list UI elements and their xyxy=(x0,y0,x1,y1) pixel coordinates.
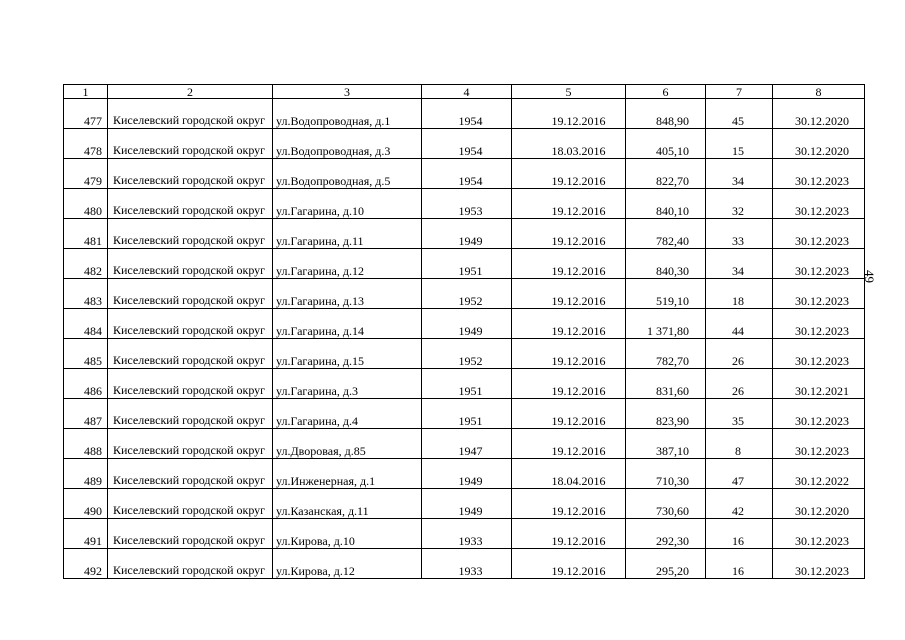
cell-year: 1947 xyxy=(422,429,512,459)
cell-count: 26 xyxy=(706,369,773,399)
cell-municipality: Киселевский городской округ xyxy=(108,159,273,189)
table-row xyxy=(64,519,865,549)
cell-area: 1 371,80 xyxy=(626,309,706,339)
cell-municipality: Киселевский городской округ xyxy=(108,309,273,339)
cell-deadline: 30.12.2023 xyxy=(773,339,865,369)
table-row xyxy=(64,339,865,369)
table-row xyxy=(64,309,865,339)
cell-year: 1949 xyxy=(422,309,512,339)
cell-address: ул.Гагарина, д.11 xyxy=(273,219,422,249)
cell-area: 730,60 xyxy=(626,489,706,519)
cell-municipality: Киселевский городской округ xyxy=(108,339,273,369)
table-row xyxy=(64,189,865,219)
column-header-1: 1 xyxy=(64,85,108,99)
table-row xyxy=(64,459,865,489)
cell-year: 1949 xyxy=(422,489,512,519)
cell-municipality: Киселевский городской округ xyxy=(108,459,273,489)
cell-address: ул.Инженерная, д.1 xyxy=(273,459,422,489)
cell-row-number: 483 xyxy=(64,279,108,309)
cell-date: 19.12.2016 xyxy=(512,489,626,519)
cell-year: 1954 xyxy=(422,129,512,159)
column-header-3: 3 xyxy=(273,85,422,99)
cell-deadline: 30.12.2023 xyxy=(773,549,865,579)
header-row xyxy=(64,85,865,99)
cell-date: 19.12.2016 xyxy=(512,249,626,279)
column-header-2: 2 xyxy=(108,85,273,99)
cell-area: 848,90 xyxy=(626,99,706,129)
cell-address: ул.Гагарина, д.10 xyxy=(273,189,422,219)
cell-address: ул.Гагарина, д.3 xyxy=(273,369,422,399)
cell-area: 292,30 xyxy=(626,519,706,549)
table-row xyxy=(64,429,865,459)
cell-address: ул.Гагарина, д.14 xyxy=(273,309,422,339)
cell-year: 1952 xyxy=(422,279,512,309)
cell-count: 42 xyxy=(706,489,773,519)
cell-area: 840,10 xyxy=(626,189,706,219)
cell-date: 19.12.2016 xyxy=(512,219,626,249)
cell-date: 19.12.2016 xyxy=(512,429,626,459)
cell-count: 34 xyxy=(706,249,773,279)
cell-address: ул.Казанская, д.11 xyxy=(273,489,422,519)
table-body xyxy=(64,99,865,579)
column-header-4: 4 xyxy=(422,85,512,99)
cell-date: 19.12.2016 xyxy=(512,549,626,579)
cell-address: ул.Кирова, д.12 xyxy=(273,549,422,579)
cell-year: 1951 xyxy=(422,399,512,429)
cell-row-number: 477 xyxy=(64,99,108,129)
cell-date: 19.12.2016 xyxy=(512,159,626,189)
cell-deadline: 30.12.2023 xyxy=(773,219,865,249)
column-header-7: 7 xyxy=(706,85,773,99)
cell-address: ул.Гагарина, д.15 xyxy=(273,339,422,369)
cell-deadline: 30.12.2023 xyxy=(773,159,865,189)
cell-row-number: 487 xyxy=(64,399,108,429)
cell-count: 26 xyxy=(706,339,773,369)
cell-row-number: 485 xyxy=(64,339,108,369)
cell-date: 18.03.2016 xyxy=(512,129,626,159)
cell-deadline: 30.12.2020 xyxy=(773,99,865,129)
cell-address: ул.Гагарина, д.13 xyxy=(273,279,422,309)
cell-date: 19.12.2016 xyxy=(512,369,626,399)
cell-municipality: Киселевский городской округ xyxy=(108,399,273,429)
cell-count: 33 xyxy=(706,219,773,249)
cell-date: 19.12.2016 xyxy=(512,399,626,429)
cell-deadline: 30.12.2023 xyxy=(773,189,865,219)
cell-year: 1951 xyxy=(422,249,512,279)
cell-deadline: 30.12.2021 xyxy=(773,369,865,399)
cell-year: 1954 xyxy=(422,159,512,189)
cell-date: 19.12.2016 xyxy=(512,279,626,309)
cell-deadline: 30.12.2023 xyxy=(773,429,865,459)
cell-area: 387,10 xyxy=(626,429,706,459)
cell-area: 831,60 xyxy=(626,369,706,399)
cell-year: 1953 xyxy=(422,189,512,219)
table-row xyxy=(64,129,865,159)
cell-address: ул.Дворовая, д.85 xyxy=(273,429,422,459)
cell-count: 15 xyxy=(706,129,773,159)
cell-count: 16 xyxy=(706,519,773,549)
cell-count: 45 xyxy=(706,99,773,129)
cell-year: 1952 xyxy=(422,339,512,369)
cell-count: 35 xyxy=(706,399,773,429)
cell-row-number: 479 xyxy=(64,159,108,189)
cell-date: 18.04.2016 xyxy=(512,459,626,489)
cell-date: 19.12.2016 xyxy=(512,339,626,369)
cell-date: 19.12.2016 xyxy=(512,309,626,339)
column-header-5: 5 xyxy=(512,85,626,99)
page-number: 49 xyxy=(862,270,877,283)
cell-area: 782,70 xyxy=(626,339,706,369)
cell-area: 782,40 xyxy=(626,219,706,249)
cell-row-number: 481 xyxy=(64,219,108,249)
cell-address: ул.Гагарина, д.12 xyxy=(273,249,422,279)
cell-address: ул.Водопроводная, д.5 xyxy=(273,159,422,189)
cell-address: ул.Гагарина, д.4 xyxy=(273,399,422,429)
cell-area: 405,10 xyxy=(626,129,706,159)
cell-area: 710,30 xyxy=(626,459,706,489)
registry-table xyxy=(63,84,865,579)
cell-municipality: Киселевский городской округ xyxy=(108,219,273,249)
table-row xyxy=(64,489,865,519)
cell-address: ул.Водопроводная, д.3 xyxy=(273,129,422,159)
cell-count: 34 xyxy=(706,159,773,189)
cell-deadline: 30.12.2022 xyxy=(773,459,865,489)
cell-row-number: 480 xyxy=(64,189,108,219)
cell-year: 1933 xyxy=(422,549,512,579)
cell-municipality: Киселевский городской округ xyxy=(108,429,273,459)
cell-date: 19.12.2016 xyxy=(512,99,626,129)
cell-area: 822,70 xyxy=(626,159,706,189)
table-row xyxy=(64,249,865,279)
table-row xyxy=(64,219,865,249)
table-row xyxy=(64,369,865,399)
cell-deadline: 30.12.2023 xyxy=(773,399,865,429)
cell-deadline: 30.12.2020 xyxy=(773,129,865,159)
column-header-8: 8 xyxy=(773,85,865,99)
table-row xyxy=(64,549,865,579)
cell-date: 19.12.2016 xyxy=(512,519,626,549)
cell-count: 32 xyxy=(706,189,773,219)
table-header xyxy=(64,85,865,99)
cell-row-number: 478 xyxy=(64,129,108,159)
cell-municipality: Киселевский городской округ xyxy=(108,129,273,159)
cell-area: 519,10 xyxy=(626,279,706,309)
cell-count: 8 xyxy=(706,429,773,459)
cell-deadline: 30.12.2023 xyxy=(773,519,865,549)
table-row xyxy=(64,99,865,129)
cell-year: 1949 xyxy=(422,219,512,249)
cell-count: 44 xyxy=(706,309,773,339)
cell-address: ул.Водопроводная, д.1 xyxy=(273,99,422,129)
cell-date: 19.12.2016 xyxy=(512,189,626,219)
cell-row-number: 491 xyxy=(64,519,108,549)
cell-year: 1933 xyxy=(422,519,512,549)
cell-year: 1949 xyxy=(422,459,512,489)
cell-address: ул.Кирова, д.10 xyxy=(273,519,422,549)
column-header-6: 6 xyxy=(626,85,706,99)
cell-municipality: Киселевский городской округ xyxy=(108,519,273,549)
table-row xyxy=(64,159,865,189)
cell-municipality: Киселевский городской округ xyxy=(108,369,273,399)
cell-year: 1951 xyxy=(422,369,512,399)
cell-municipality: Киселевский городской округ xyxy=(108,489,273,519)
cell-area: 840,30 xyxy=(626,249,706,279)
cell-row-number: 490 xyxy=(64,489,108,519)
cell-row-number: 489 xyxy=(64,459,108,489)
cell-deadline: 30.12.2023 xyxy=(773,249,865,279)
cell-deadline: 30.12.2020 xyxy=(773,489,865,519)
cell-municipality: Киселевский городской округ xyxy=(108,279,273,309)
cell-row-number: 482 xyxy=(64,249,108,279)
cell-deadline: 30.12.2023 xyxy=(773,279,865,309)
cell-deadline: 30.12.2023 xyxy=(773,309,865,339)
cell-count: 16 xyxy=(706,549,773,579)
cell-year: 1954 xyxy=(422,99,512,129)
cell-row-number: 488 xyxy=(64,429,108,459)
table-row xyxy=(64,399,865,429)
cell-area: 823,90 xyxy=(626,399,706,429)
cell-row-number: 486 xyxy=(64,369,108,399)
cell-municipality: Киселевский городской округ xyxy=(108,549,273,579)
cell-area: 295,20 xyxy=(626,549,706,579)
cell-municipality: Киселевский городской округ xyxy=(108,99,273,129)
cell-municipality: Киселевский городской округ xyxy=(108,189,273,219)
cell-count: 18 xyxy=(706,279,773,309)
cell-row-number: 484 xyxy=(64,309,108,339)
table-row xyxy=(64,279,865,309)
cell-municipality: Киселевский городской округ xyxy=(108,249,273,279)
cell-row-number: 492 xyxy=(64,549,108,579)
cell-count: 47 xyxy=(706,459,773,489)
